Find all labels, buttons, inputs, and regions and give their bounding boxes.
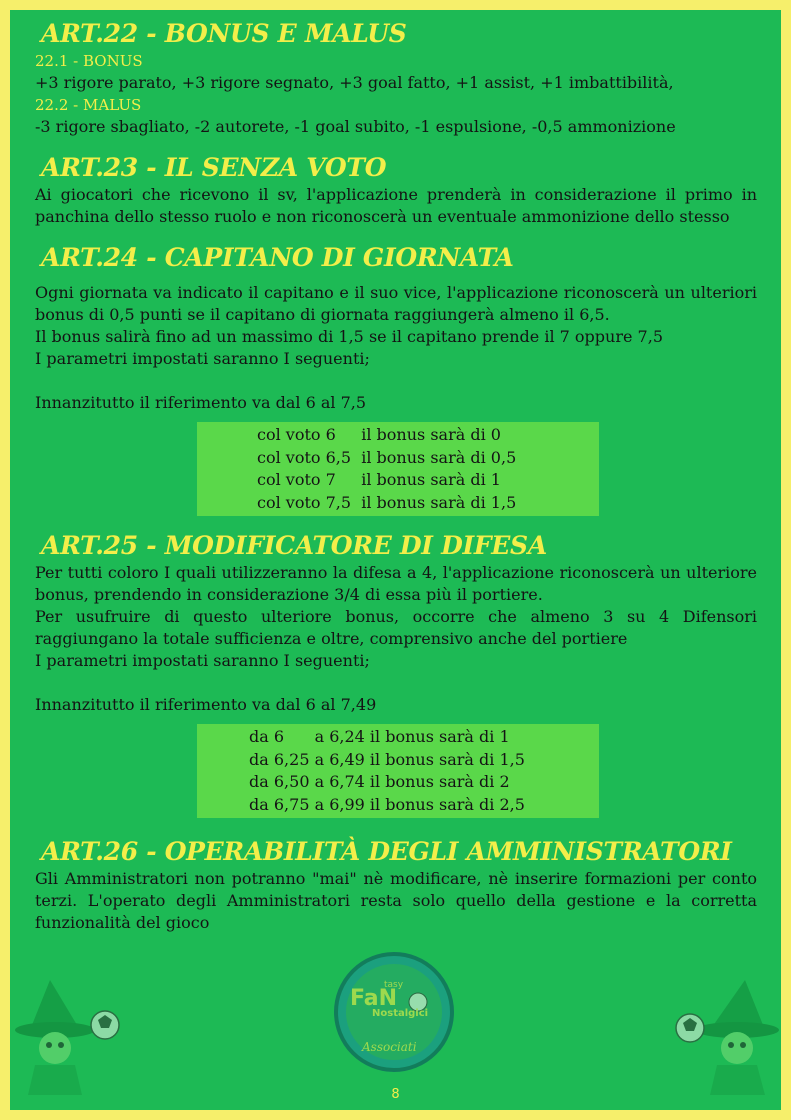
art24-table-row: col voto 7,5 il bonus sarà di 1,5 [257, 492, 517, 512]
document-page [10, 10, 781, 1110]
art22-bonus-subtitle: 22.1 - BONUS [35, 52, 143, 70]
logo-text-nostalgici: Nostalgici [372, 1008, 429, 1019]
art24-table-row: col voto 6 il bonus sarà di 0 [257, 425, 501, 444]
art24-text-line: I parametri impostati saranno I seguenti; [35, 349, 370, 368]
art24-text-line: Ogni giornata va indicato il capitano e il suo vice, l'applicazione riconoscerà un ulteriori bonus di 0,5 punti se il capitano di giornata raggiungerà almeno il 6,5. [35, 283, 757, 324]
art25-text-line: Per tutti coloro I quali utilizzeranno la difesa a 4, l'applicazione riconoscerà un ulteriore bonus, prendendo in considerazione 3/4 di essa più il portiere. [35, 563, 757, 604]
art25-title: ART.25 - MODIFICATORE DI DIFESA [41, 531, 547, 560]
art22-title: ART.22 - BONUS E MALUS [41, 19, 407, 48]
art25-text-line: I parametri impostati saranno I seguenti; [35, 651, 370, 670]
art25-table-row: da 6,50 a 6,74 il bonus sarà di 2 [249, 772, 510, 791]
fantasy-nostalgici-logo [332, 950, 456, 1074]
art26-title: ART.26 - OPERABILITÀ DEGLI AMMINISTRATORI [41, 837, 732, 866]
art22-malus-subtitle: 22.2 - MALUS [35, 96, 142, 114]
wizard-mascot-left-icon [10, 970, 130, 1100]
art23-title: ART.23 - IL SENZA VOTO [41, 153, 387, 182]
art22-bonus-text: +3 rigore parato, +3 rigore segnato, +3 goal fatto, +1 assist, +1 imbattibilità, [35, 73, 674, 92]
art23-text: Ai giocatori che ricevono il sv, l'applicazione prenderà in considerazione il primo in panchina dello stesso ruolo e non riconoscerà un eventuale ammonizione dello stesso [35, 185, 757, 226]
art25-table-row: da 6,25 a 6,49 il bonus sarà di 1,5 [249, 749, 525, 769]
art25-reference: Innanzitutto il riferimento va dal 6 al 7,49 [35, 695, 377, 714]
art24-reference: Innanzitutto il riferimento va dal 6 al 7,5 [35, 393, 367, 412]
art22-malus-text: -3 rigore sbagliato, -2 autorete, -1 goal subito, -1 espulsione, -0,5 ammonizione [35, 117, 676, 136]
art25-table-row: da 6,75 a 6,99 il bonus sarà di 2,5 [249, 794, 525, 814]
art25-table-row: da 6 a 6,24 il bonus sarà di 1 [249, 727, 510, 746]
art26-text: Gli Amministratori non potranno "mai" nè modificare, nè inserire formazioni per conto terzi. L'operato degli Amministratori resta solo quello della gestione e la corretta funzionalità del gioco [35, 869, 757, 932]
art24-title: ART.24 - CAPITANO DI GIORNATA [41, 243, 514, 272]
art25-bonus-table [197, 724, 599, 818]
wizard-mascot-right-icon [665, 970, 781, 1100]
page-content [35, 18, 757, 934]
art24-bonus-table [197, 422, 599, 516]
art24-text-line: Il bonus salirà fino ad un massimo di 1,5 se il capitano prende il 7 oppure 7,5 [35, 327, 663, 346]
logo-text-fan: FaN [350, 986, 397, 1011]
logo-text-associati: Associati [362, 1040, 417, 1054]
logo-text-tasy: tasy [384, 980, 404, 990]
art24-table-row: col voto 6,5 il bonus sarà di 0,5 [257, 447, 517, 467]
art25-text-line: Per usufruire di questo ulteriore bonus, occorre che almeno 3 su 4 Difensori raggiungano la totale sufficienza e oltre, comprensivo anche del portiere [35, 607, 757, 648]
page-number: 8 [391, 1087, 400, 1102]
art24-table-row: col voto 7 il bonus sarà di 1 [257, 470, 501, 489]
